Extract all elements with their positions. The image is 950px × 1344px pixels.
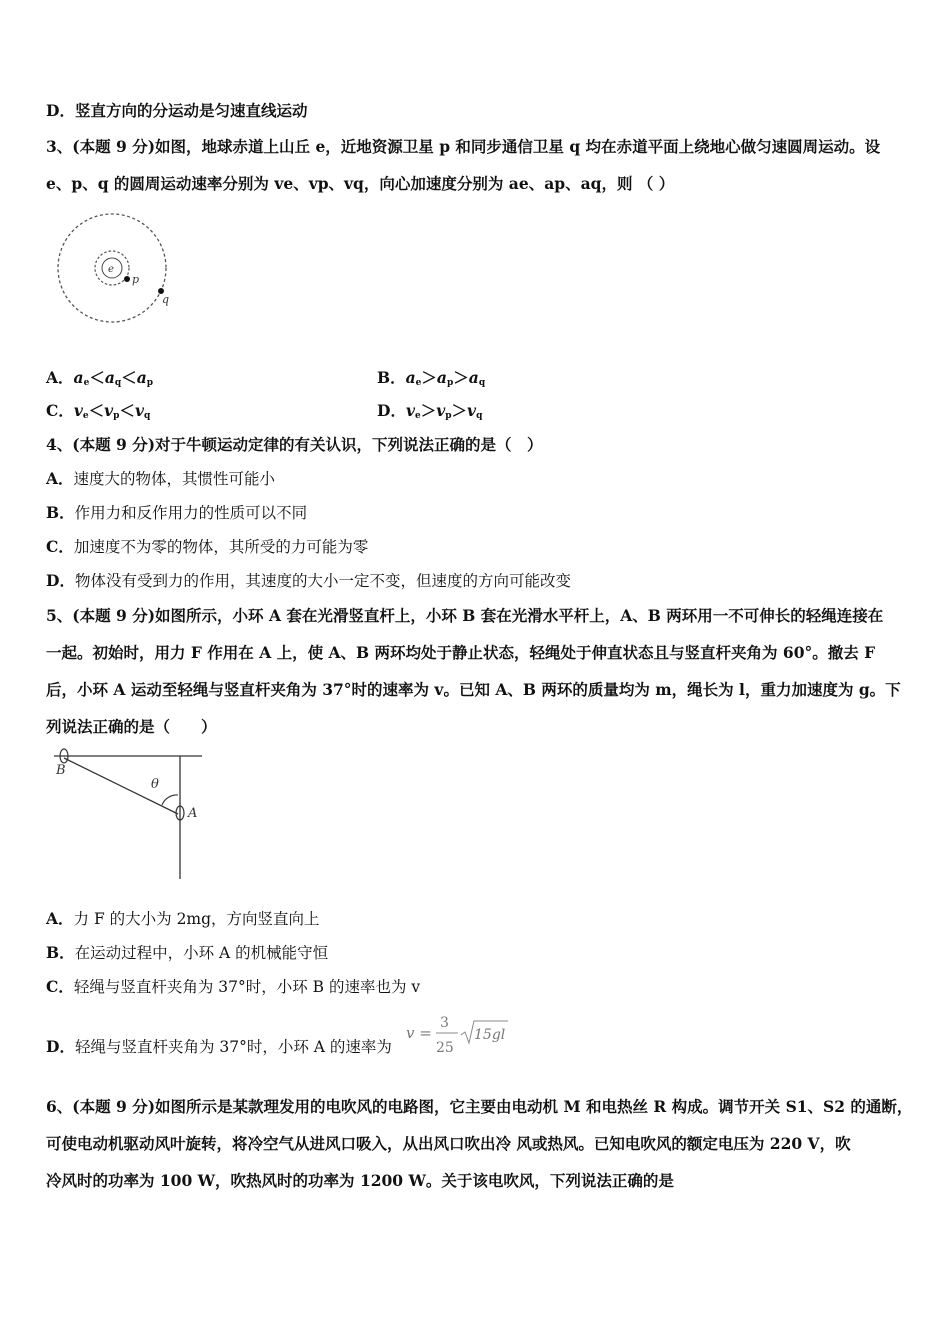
label-p: p [132,273,140,286]
option-text: 力 F 的大小为 2mg，方向竖直向上 [73,910,320,928]
q5-option-d [46,1037,392,1057]
option-label: A． [46,909,74,928]
option-label: D． [46,1037,75,1056]
formula-lhs: v = [406,1024,432,1042]
rings-diagram [50,745,210,885]
option-text: 物体没有受到力的作用，其速度的大小一定不变，但速度的方向可能改变 [74,572,571,590]
question-number: 6、 [46,1097,73,1116]
q5-stem-line4: 列说法正确的是（ ） [46,717,217,736]
stem-text: (本题 9 分)如图所示是某款理发用的电吹风的电路图，它主要由电动机 M 和电热丝 R 构成。调节开关 S1、S2 的通断， [72,1097,913,1116]
option-label: B． [46,943,75,962]
option-label: A． [46,469,74,488]
q3-option-d: D．$v_e>v_p>v_q$ [377,401,483,421]
rope [64,758,178,814]
option-text: 加速度不为零的物体，其所受的力可能为零 [73,538,369,556]
stem-text: (本题 9 分)如图，地球赤道上山丘 e，近地资源卫星 p 和同步通信卫星 q 均在赤道平面上绕地心做匀速圆周运动。设 [72,137,881,156]
label-q: q [162,293,170,306]
option-text: 轻绳与竖直杆夹角为 37°时，小环 B 的速率也为 v [73,978,421,996]
option-text: 竖直方向的分运动是匀速直线运动 [74,101,308,120]
formula-radicand: 15gl [474,1027,506,1043]
q5-stem-line2: 一起。初始时，用力 F 作用在 A 上，使 A、B 两环均处于静止状态，轻绳处于伸直状态且与竖直杆夹角为 60°。撤去 F [46,643,876,662]
q3-option-c: C．$v_e<v_p<v_q$ [46,401,151,421]
option-text: 速度大的物体，其惯性可能小 [73,470,276,488]
q6-stem-line1 [46,1097,912,1117]
q4-stem [46,435,543,455]
question-number: 4、 [46,435,73,454]
option-text: 作用力和反作用力的性质可以不同 [74,504,308,522]
q2-option-d [46,101,307,121]
angle-arc [162,795,178,805]
stem-text: (本题 9 分)对于牛顿运动定律的有关认识，下列说法正确的是（ ） [72,435,543,454]
q5-option-a [46,909,320,929]
q4-option-c [46,537,368,557]
q4-option-d [46,571,571,591]
q6-stem-line3: 冷风时的功率为 100 W，吹热风时的功率为 1200 W。关于该电吹风，下列说法正确的是 [46,1171,674,1190]
q5-stem-line3: 后，小环 A 运动至轻绳与竖直杆夹角为 37°时的速率为 v。已知 A、B 两环的质量均为 m，绳长为 l，重力加速度为 g。下 [46,680,901,699]
question-number: 3、 [46,137,73,156]
q4-option-a [46,469,275,489]
formula-numerator: 3 [440,1015,449,1031]
option-label: D． [46,571,75,590]
satellite-p [124,276,130,282]
label-a: A [188,806,198,821]
speed-formula [404,1010,514,1058]
stem-text: (本题 9 分)如图所示，小环 A 套在光滑竖直杆上，小环 B 套在光滑水平杆上，A、B 两环用一不可伸长的轻绳连接在 [72,606,884,625]
formula-denominator: 25 [436,1040,454,1056]
option-label: C． [46,977,74,996]
label-theta: θ [151,777,159,792]
q5-option-c [46,977,420,997]
option-label: B． [46,503,75,522]
q4-option-b [46,503,307,523]
label-e: e [108,264,114,275]
q5-stem-line1 [46,606,883,626]
q6-stem-line2: 可使电动机驱动风叶旋转，将冷空气从进风口吸入，从出风口吹出冷 风或热风。已知电吹风的额定电压为 220 V，吹 [46,1134,851,1153]
q3-option-a: A．$a_e<a_q<a_p$ [46,368,154,388]
orbit-diagram [52,212,192,332]
option-label: C． [46,537,74,556]
q5-option-b [46,943,328,963]
q3-stem-line2: e、p、q 的圆周运动速率分别为 ve、vp、vq，向心加速度分别为 ae、ap、aq，则 （ ） [46,174,675,193]
option-label: D． [46,101,75,120]
q3-stem-line1 [46,137,880,157]
option-text: 在运动过程中，小环 A 的机械能守恒 [74,944,329,962]
question-number: 5、 [46,606,73,625]
q3-option-b: B．$a_e>a_p>a_q$ [377,368,486,388]
option-text: 轻绳与竖直杆夹角为 37°时，小环 A 的速率为 [74,1038,392,1056]
label-b: B [56,763,66,778]
